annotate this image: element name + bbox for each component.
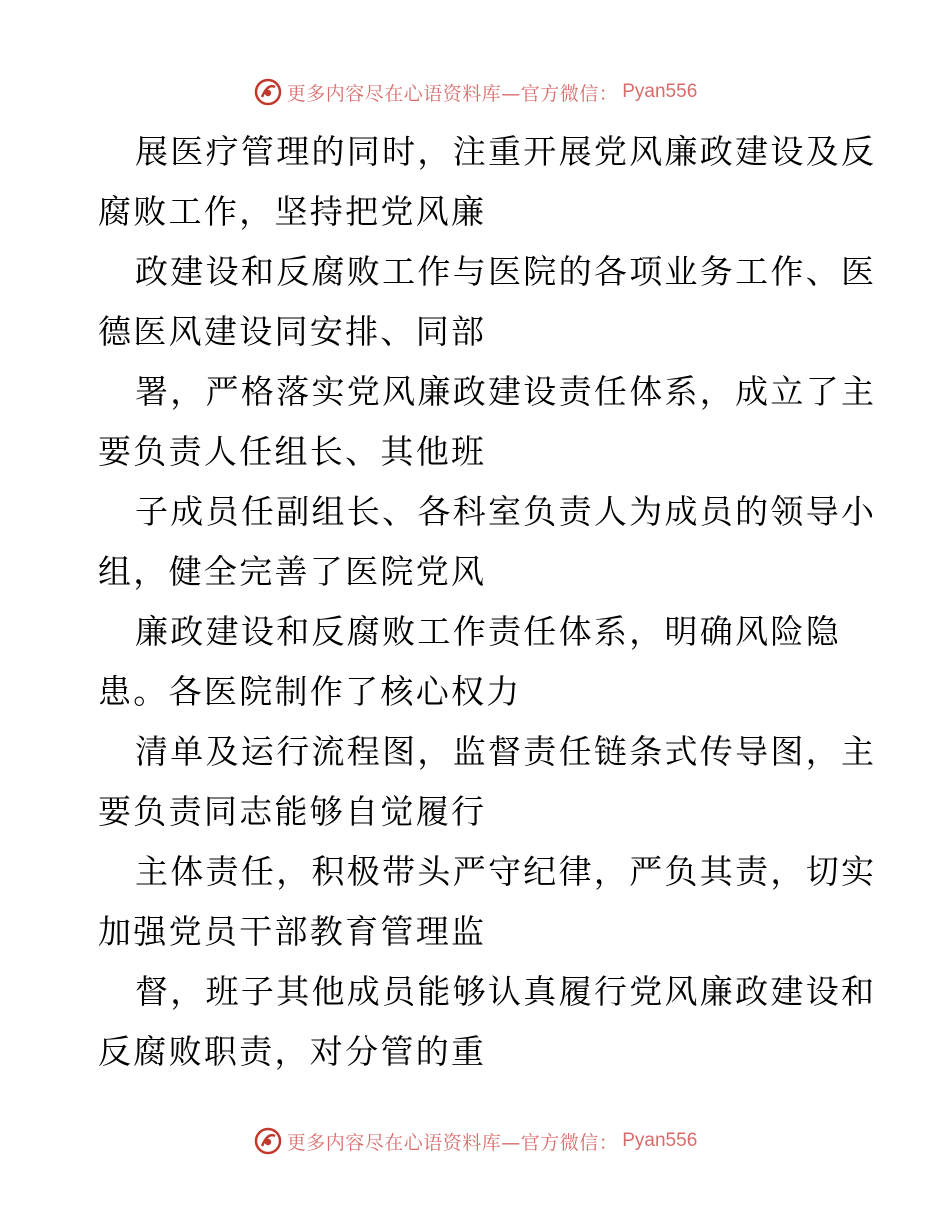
paragraph-line: 加强党员干部教育管理监 [98,912,487,951]
footer-watermark [0,1121,950,1161]
paragraph [98,362,877,482]
body-text [98,122,877,1082]
paragraph [98,962,877,1082]
paragraph [98,122,877,242]
paragraph-line: 患。各医院制作了核心权力 [98,672,522,711]
paragraph-line: 署，严格落实党风廉政建设责任体系，成立了主 [135,372,877,411]
paragraph-line: 德医风建设同安排、同部 [98,312,487,351]
paragraph-line: 要负责人任组长、其他班 [98,432,487,471]
paragraph-line: 要负责同志能够自觉履行 [98,792,487,831]
header-watermark [0,72,950,112]
paragraph [98,482,877,602]
paragraph-line: 主体责任，积极带头严守纪律，严负其责，切实 [135,852,877,891]
watermark-handle: Pyan556 [622,1130,698,1151]
paragraph-line: 廉政建设和反腐败工作责任体系，明确风险隐 [135,612,841,651]
paragraph-line: 反腐败职责，对分管的重 [98,1032,487,1071]
paragraph-line: 督，班子其他成员能够认真履行党风廉政建设和 [135,972,877,1011]
paragraph-line: 政建设和反腐败工作与医院的各项业务工作、医 [135,252,877,291]
paragraph [98,842,877,962]
watermark-text: 更多内容尽在心语资料库—官方微信： [286,1131,619,1154]
seal-logo-icon [253,1126,283,1156]
paragraph [98,722,877,842]
paragraph-line: 组，健全完善了医院党风 [98,552,487,591]
paragraph [98,242,877,362]
seal-logo-icon [253,77,283,107]
paragraph-line: 清单及运行流程图，监督责任链条式传导图，主 [135,732,877,771]
watermark-text: 更多内容尽在心语资料库—官方微信： [286,82,619,105]
paragraph-line: 腐败工作，坚持把党风廉 [98,192,487,231]
paragraph [98,602,858,722]
paragraph-line: 子成员任副组长、各科室负责人为成员的领导小 [135,492,877,531]
watermark-handle: Pyan556 [622,81,698,102]
paragraph-line: 展医疗管理的同时，注重开展党风廉政建设及反 [135,132,877,171]
